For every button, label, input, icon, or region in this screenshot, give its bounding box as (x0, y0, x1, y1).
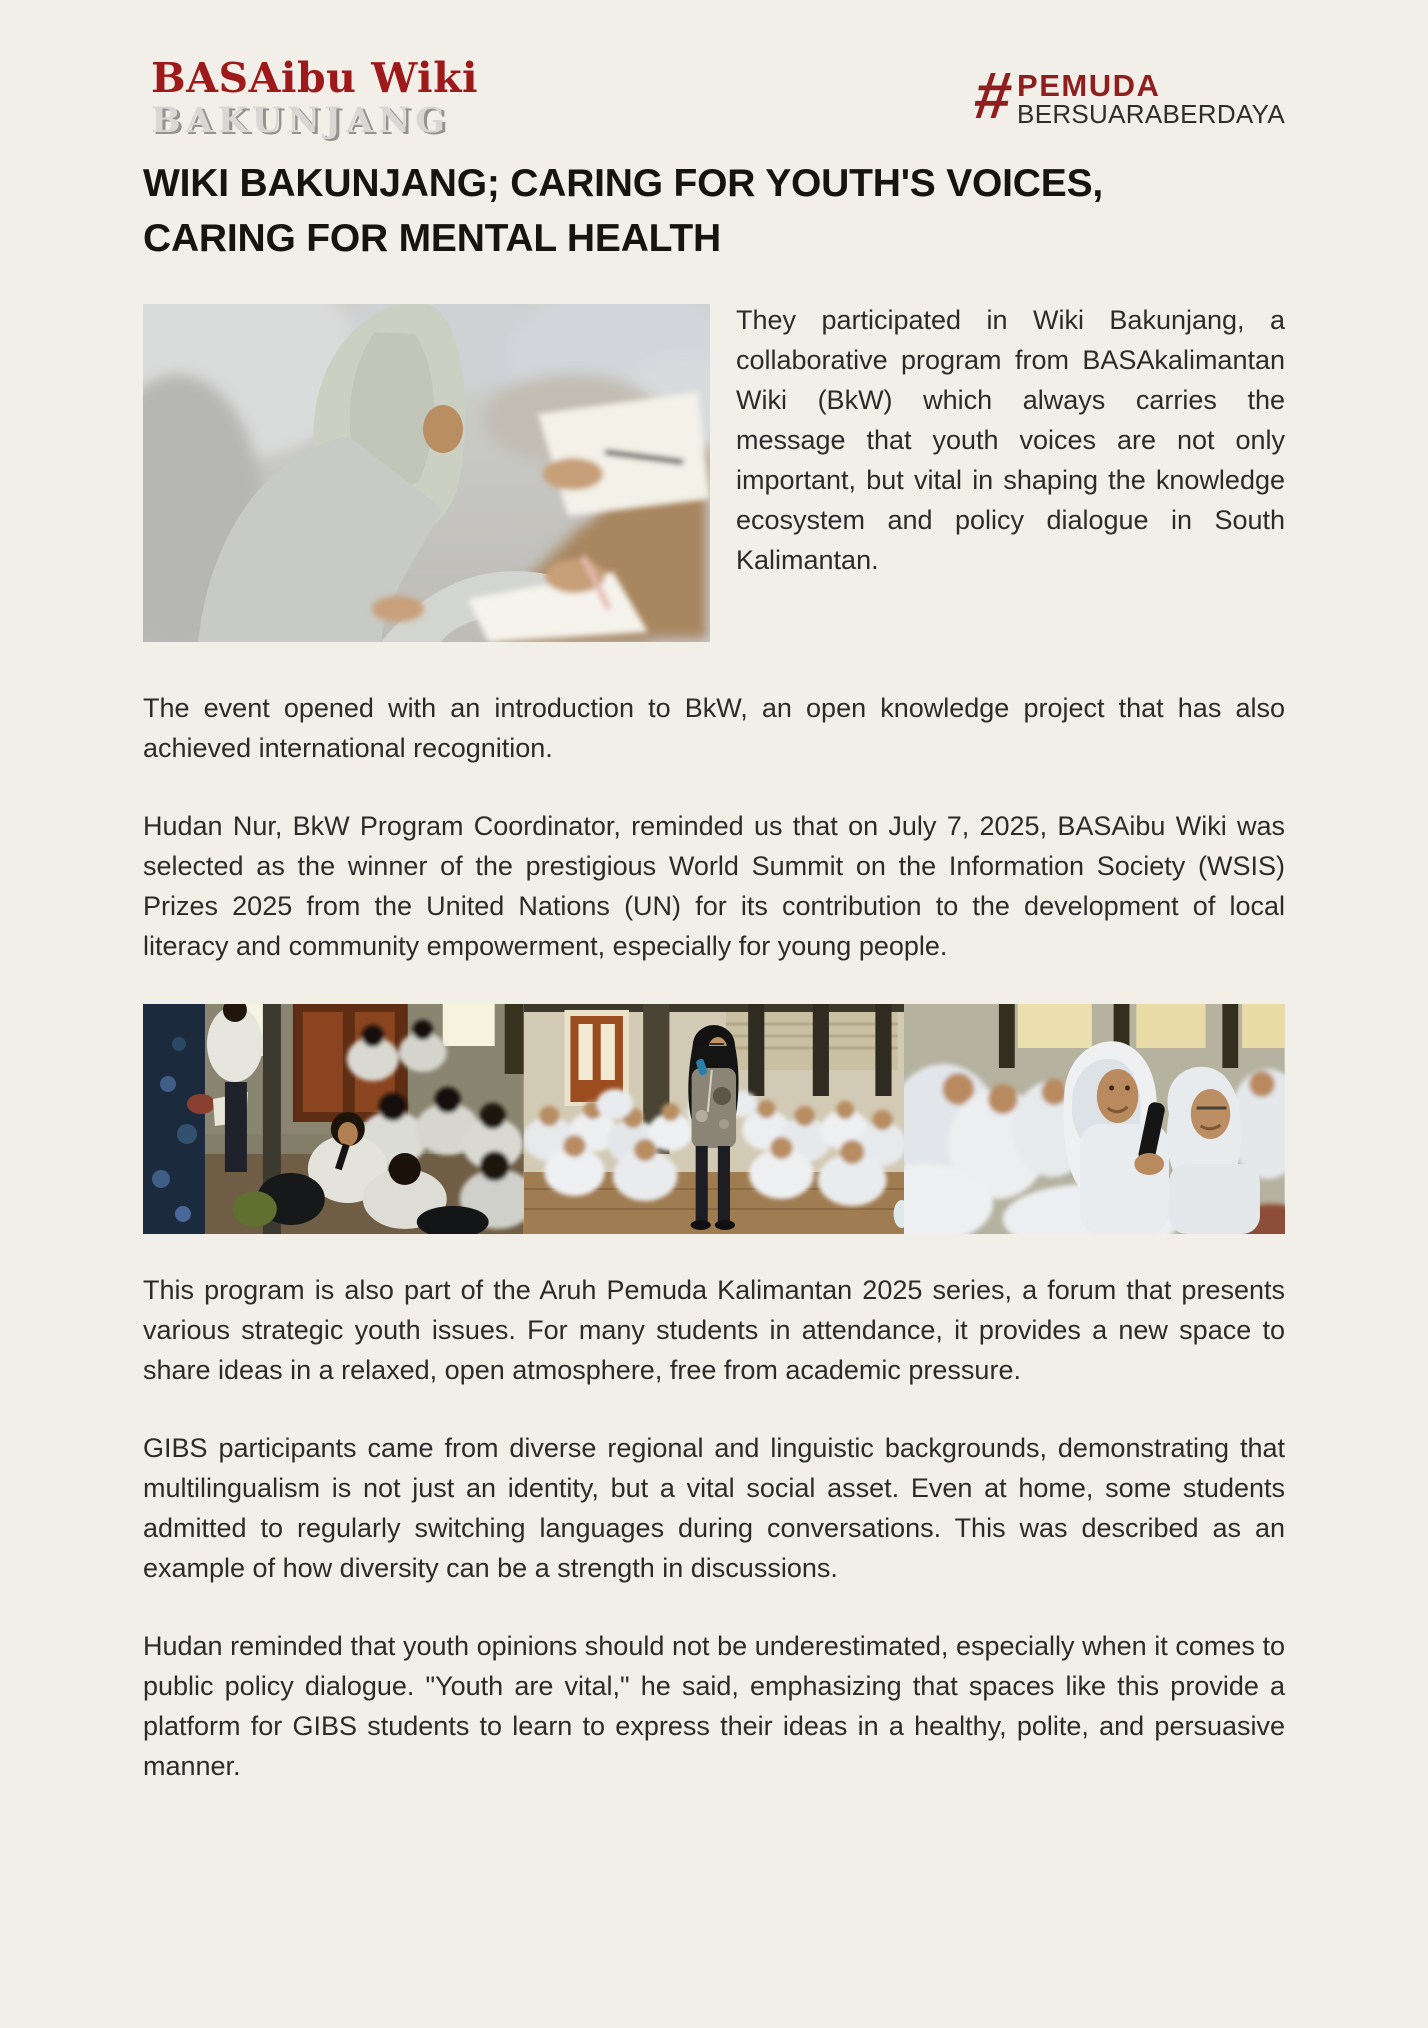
photo-boys-discussion (143, 1004, 524, 1234)
bakunjang-logo-subtitle: BAKUNJANG (151, 100, 451, 141)
pemuda-logo-text (1017, 68, 1285, 128)
page-header (143, 54, 1285, 142)
photo-strip (143, 1004, 1285, 1234)
photo-students-writing (143, 304, 710, 642)
basaibu-wiki-logo (151, 54, 479, 141)
pemuda-logo (970, 58, 1285, 132)
paragraph-event-intro: The event opened with an introduction to BkW, an open knowledge project that has also achieved international recognition. (143, 693, 1285, 763)
page-title (143, 156, 1285, 266)
paragraph-youth-vital: Hudan reminded that youth opinions should not be underestimated, especially when it comes to public policy dialogue. "Youth are vital," he said, emphasizing that spaces like this provide a platform for GIBS students to learn to express their ideas in a healthy, polite, and persuasive manner. (143, 1631, 1285, 1781)
photo-girls-question (904, 1004, 1285, 1234)
page-title-line-2: CARING FOR MENTAL HEALTH (143, 217, 721, 260)
page-title-line-1: WIKI BAKUNJANG; CARING FOR YOUTH'S VOICES, (143, 162, 1104, 205)
hashtag-icon: # (970, 58, 1017, 132)
paragraph-gibs-diversity: GIBS participants came from diverse regional and linguistic backgrounds, demonstrating that multilingualism is not just an identity, but a vital social asset. Even at home, some students admitted to regularly switching languages during conversations. This was described as an example of how diversity can be a strength in discussions. (143, 1433, 1285, 1583)
paragraph-wsis-award: Hudan Nur, BkW Program Coordinator, reminded us that on July 7, 2025, BASAibu Wiki was selected as the winner of the prestigious World Summit on the Information Society (WSIS) Prizes 2025 from the United Nations (UN) for its contribution to the development of local literacy and community empowerment, especially for young people. (143, 811, 1285, 961)
paragraph-aruh-pemuda: This program is also part of the Aruh Pemuda Kalimantan 2025 series, a forum that presents various strategic youth issues. For many students in attendance, it provides a new space to share ideas in a relaxed, open atmosphere, free from academic pressure. (143, 1275, 1285, 1385)
lead-paragraph: They participated in Wiki Bakunjang, a collaborative program from BASAkalimantan Wiki (BkW) which always carries the message that youth voices are not only important, but vital in shaping the knowledge ecosystem and policy dialogue in South Kalimantan. (736, 305, 1285, 575)
photo-facilitator-speaking (524, 1004, 905, 1234)
pemuda-logo-title: PEMUDA (1017, 68, 1161, 103)
pemuda-logo-subtitle: BERSUARABERDAYA (1017, 99, 1285, 129)
lead-section (143, 300, 1285, 650)
basaibu-logo-title: BASAibu Wiki (151, 54, 479, 102)
